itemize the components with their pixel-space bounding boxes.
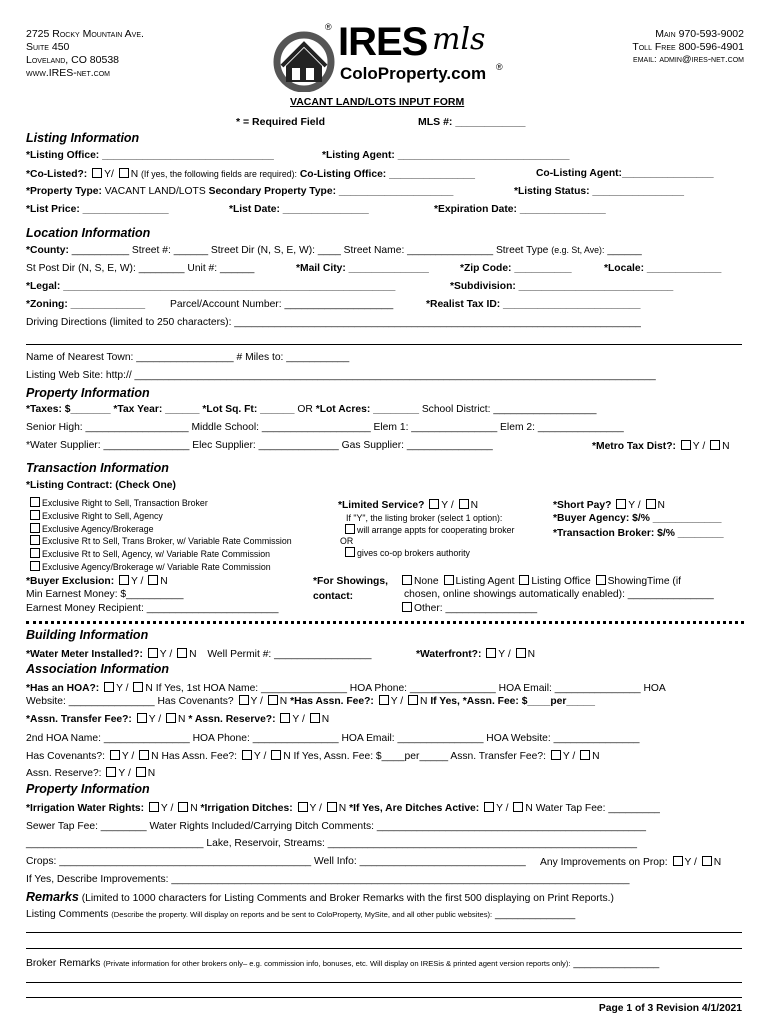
showings-office-label: Listing Office [531,576,591,587]
metro-tax-no-label: N [722,441,730,452]
irrigation-rights-no-label: N [190,803,198,814]
listing-comments-line[interactable]: ______________ [495,909,576,920]
buyer-exclusion-no-checkbox[interactable] [148,575,158,585]
revision-date: Revision 4/1/2021 [656,1003,742,1014]
contract-option [28,497,292,510]
contract-option [28,523,292,536]
showingtime-label: ShowingTime (if [607,576,681,587]
improvements-yes-label: Y / [684,857,697,868]
contract-option-checkbox[interactable] [30,561,40,571]
hoa1-covenants-yes-label: Y / [250,696,263,707]
parcel-account-number-field[interactable]: Parcel/Account Number: ___________________ [170,299,394,310]
phone-main: Main 970-593-9002 [655,28,744,40]
water-meter-label: *Water Meter Installed?: [26,649,143,660]
limited-service-yes-label: Y / [441,500,454,511]
hoa2-transfer-fee-no-checkbox[interactable] [580,750,590,760]
page-number: Page 1 of 3 [598,1003,654,1014]
ditches-active-no-checkbox[interactable] [513,802,523,812]
metro-tax-yes-checkbox[interactable] [681,440,691,450]
water-meter-no-checkbox[interactable] [177,648,187,658]
mail-city-field[interactable]: *Mail City: ______________ [296,263,429,274]
has-hoa-no-label: N [145,683,153,694]
hoa2-reserve-yes-checkbox[interactable] [106,767,116,777]
showingtime-note[interactable]: chosen, online showings automatically enabled): _______________ [404,589,714,600]
zip-code-field[interactable]: *Zip Code: __________ [460,263,572,274]
website: www.IRES-net.com [26,67,110,79]
listing-website-field[interactable]: Listing Web Site: http:// ___________________________________________________________________________________________ [26,370,656,381]
ires-house-logo-icon [268,26,340,92]
phone-toll-free: Toll Free 800-596-4901 [632,41,744,53]
co-op-authority-label: gives co-op brokers authority [357,548,470,558]
listing-contract-options [28,497,292,574]
assn-transfer-fee-yes-checkbox[interactable] [137,713,147,723]
legal-field[interactable]: *Legal: __________________________________________________________ [26,281,396,292]
short-pay-yes-checkbox[interactable] [616,499,626,509]
short-pay-no-label: N [657,500,665,511]
listing-comments-label: Listing Comments [26,909,109,920]
ditches-active-yes-label: Y / [496,803,509,814]
county-label: *County: [26,245,69,256]
well-permit-field[interactable]: Well Permit #: _________________ [207,649,372,660]
listing-comments-note: (Describe the property. Will display on reports and be sent to ColoProperty, MySite, and all other public websites): [111,910,493,919]
hoa1-covenants-yes-checkbox[interactable] [239,695,249,705]
or-label: OR [297,404,313,415]
logo-mls-text: mls [432,22,486,57]
hoa2-transfer-fee-no-label: N [592,751,600,762]
logo-ires-text: IRES [338,20,428,64]
logo-coloproperty-text: ColoProperty.com [340,64,487,83]
section-heading-association-information: Association Information [26,662,170,676]
co-listed-note: (If yes, the following fields are required): [141,169,297,179]
co-listed-yes-checkbox[interactable] [92,168,102,178]
listing-office-field[interactable]: *Listing Office: ______________________________ [26,150,274,161]
section-heading-building-information: Building Information [26,628,149,642]
assn-fee-field[interactable]: If Yes, *Assn. Fee: $____per_____ [430,696,595,707]
co-op-authority-checkbox[interactable] [345,547,355,557]
waterfront-label: *Waterfront?: [416,649,482,660]
contract-option [28,561,292,574]
describe-improvements-field[interactable]: If Yes, Describe Improvements: ________________________________________________________________________________ [26,874,630,885]
street-address-fields[interactable]: __________ Street #: ______ Street Dir (N, S, E, W): ____ Street Name: _______________ Street Type [71,245,549,256]
contract-option [28,510,292,523]
short-pay-no-checkbox[interactable] [646,499,656,509]
hoa2-covenants-label: Has Covenants?: [26,751,105,762]
hoa1-website-field[interactable]: Website: _______________ Has Covenants? [26,696,234,707]
co-listing-office-field[interactable]: Co-Listing Office: _______________ [299,169,475,180]
address-line-2: Suite 450 [26,41,70,53]
remarks-limit-note: (Limited to 1000 characters for Listing Comments and Broker Remarks with the first 500 displaying on Print Reports.) [81,893,614,904]
water-tap-fee-field[interactable]: Water Tap Fee: _________ [535,803,660,814]
hoa2-fields[interactable]: 2nd HOA Name: _______________ HOA Phone: _______________ HOA Email: _______________ HOA Website: _______________ [26,733,640,744]
irrigation-water-rights-label: *Irrigation Water Rights: [26,803,145,814]
post-dir-unit-fields[interactable]: St Post Dir (N, S, E, W): ________ Unit #: ______ [26,263,255,274]
contact-label: contact: [313,591,354,602]
hoa2-covenants-no-label: N [151,751,159,762]
list-price-field[interactable]: *List Price: _______________ [26,204,169,215]
hoa2-assn-fee-yes-checkbox[interactable] [242,750,252,760]
section-heading-location-information: Location Information [26,226,151,240]
showings-other-field[interactable]: Other: ________________ [414,603,538,614]
has-assn-fee-no-label: N [420,696,428,707]
section-heading-remarks: Remarks [26,890,79,904]
lot-acres-field[interactable]: *Lot Acres: ________ [315,404,419,415]
section-heading-transaction-information: Transaction Information [26,461,169,475]
section-heading-property-information: Property Information [26,386,150,400]
taxes-field[interactable]: *Taxes: $_______ [26,404,111,415]
schools-fields[interactable]: Senior High: __________________ Middle School: ___________________ Elem 1: _______________ Elem 2: _______________ [26,422,624,433]
zoning-field[interactable]: *Zoning: _____________ [26,299,146,310]
buyer-exclusion-yes-checkbox[interactable] [119,575,129,585]
street-type-example: (e.g. St, Ave): [551,245,605,255]
waterfront-yes-label: Y / [498,649,511,660]
contract-option-label: Exclusive Rt to Sell, Trans Broker, w/ Variable Rate Commission [42,536,292,547]
crops-well-info-fields[interactable]: Crops: ____________________________________________ Well Info: _____________________________ [26,856,526,867]
hoa2-reserve-no-label: N [147,768,156,779]
co-listed-no-label: N [130,169,139,180]
water-meter-no-label: N [189,649,197,660]
assn-reserve-label: * Assn. Reserve?: [188,714,276,725]
driving-directions-line[interactable] [26,344,742,345]
buyer-exclusion-no-label: N [160,576,168,587]
assn-transfer-fee-no-label: N [178,714,186,725]
earnest-money-recipient-field[interactable]: Earnest Money Recipient: _______________________ [26,603,279,614]
short-pay-yes-label: Y / [628,500,641,511]
limited-service-label: *Limited Service? [338,500,425,511]
hoa2-covenants-yes-label: Y / [121,751,135,762]
buyer-agency-field[interactable]: *Buyer Agency: $/% ____________ [553,513,722,524]
listing-agent-field[interactable]: *Listing Agent: ______________________________ [322,150,570,161]
listing-status-field[interactable]: *Listing Status: ________________ [514,186,684,197]
list-date-field[interactable]: *List Date: _______________ [229,204,369,215]
limited-service-no-label: N [470,500,479,511]
contract-option-checkbox[interactable] [30,497,40,507]
irrigation-ditches-yes-label: Y / [309,803,322,814]
irrigation-ditches-no-label: N [338,803,347,814]
hoa2-reserve-label: Assn. Reserve?: [26,768,102,779]
metro-tax-yes-label: Y / [692,441,706,452]
co-listed-label: *Co-Listed?: [26,169,88,180]
driving-directions-field[interactable]: Driving Directions (limited to 250 characters): _______________________________________________________________________ [26,317,641,328]
ditches-active-label: *If Yes, Are Ditches Active: [349,803,480,814]
hoa1-covenants-no-label: N [279,696,288,707]
contract-option-label: Exclusive Agency/Brokerage [42,523,154,534]
assn-reserve-no-label: N [321,714,330,725]
assn-transfer-fee-yes-label: Y / [148,714,162,725]
hoa2-reserve-yes-label: Y / [118,768,131,779]
waterfront-no-checkbox[interactable] [516,648,526,658]
secondary-property-type-field[interactable]: Secondary Property Type: ____________________ [208,186,454,197]
subdivision-field[interactable]: *Subdivision: ___________________________ [450,281,674,292]
lake-reservoir-streams-field[interactable]: _______________________________ Lake, Reservoir, Streams: ______________________________________________________ [26,838,637,849]
has-assn-fee-yes-label: Y / [390,696,404,707]
property-type-value: VACANT LAND/LOTS [104,186,206,197]
irrigation-rights-no-checkbox[interactable] [178,802,188,812]
has-hoa-no-checkbox[interactable] [133,682,143,692]
contract-option-label: Exclusive Right to Sell, Transaction Broker [42,498,208,508]
expiration-date-field[interactable]: *Expiration Date: _______________ [434,204,606,215]
section-heading-property-information-2: Property Information [26,782,150,796]
contract-option-label: Exclusive Agency/Brokerage w/ Variable Rate Commission [42,561,271,572]
has-hoa-yes-label: Y / [116,683,129,694]
broker-remarks-line-3[interactable] [26,997,742,998]
listing-comments-line-2[interactable] [26,932,742,933]
hoa2-assn-fee-field[interactable]: If Yes, Assn. Fee: $____per_____ Assn. Transfer Fee?: [293,751,546,762]
ditches-active-yes-checkbox[interactable] [484,802,494,812]
buyer-exclusion-yes-label: Y / [131,576,144,587]
for-showings-label: *For Showings, [313,576,388,587]
co-listed-no-checkbox[interactable] [119,168,129,178]
sewer-tap-fee-field[interactable]: Sewer Tap Fee: ________ Water Rights Included/Carrying Ditch Comments: _______________________________________________ [26,821,646,832]
form-title: VACANT LAND/LOTS INPUT FORM [290,96,465,108]
metro-tax-dist-label: *Metro Tax Dist?: [592,441,676,452]
showings-office-checkbox[interactable] [519,575,529,585]
hoa1-covenants-no-checkbox[interactable] [268,695,278,705]
contract-option [28,535,292,548]
locale-field[interactable]: *Locale: _____________ [604,263,722,274]
assn-transfer-fee-no-checkbox[interactable] [166,713,176,723]
irrigation-ditches-no-checkbox[interactable] [327,802,337,812]
ditches-active-no-label: N [525,803,533,814]
waterfront-yes-checkbox[interactable] [486,648,496,658]
showings-other-checkbox[interactable] [402,602,412,612]
showingtime-checkbox[interactable] [596,575,606,585]
street-type-field[interactable]: ______ [607,245,642,256]
logo-registered-mark-1: ® [325,22,332,32]
water-meter-yes-label: Y / [159,649,173,660]
showings-agent-checkbox[interactable] [444,575,454,585]
contract-option [28,548,292,561]
co-listing-agent-field[interactable]: Co-Listing Agent:________________ [536,168,714,179]
utility-suppliers-fields[interactable]: *Water Supplier: _______________ Elec Supplier: ______________ Gas Supplier: _______________ [26,440,493,451]
improvements-label: Any Improvements on Prop: [540,857,668,868]
hoa2-assn-fee-yes-label: Y / [253,751,267,762]
metro-tax-no-checkbox[interactable] [710,440,720,450]
school-district-field[interactable]: School District: __________________ [421,404,597,415]
section-heading-listing-information: Listing Information [26,131,140,145]
improvements-no-label: N [713,857,722,868]
contract-option-checkbox[interactable] [30,548,40,558]
contract-option-label: Exclusive Rt to Sell, Agency, w/ Variable Rate Commission [42,549,270,560]
hoa2-assn-fee-label: Has Assn. Fee?: [161,751,238,762]
assn-reserve-no-checkbox[interactable] [310,713,320,723]
hoa2-covenants-no-checkbox[interactable] [139,750,149,760]
section-divider [26,621,744,624]
broker-remarks-note: (Private information for other brokers only– e.g. commission info, bonuses, etc. Will display on IRESis & printed agent version reports only): [103,959,571,968]
hoa2-transfer-fee-yes-label: Y / [562,751,576,762]
hoa2-assn-fee-no-checkbox[interactable] [271,750,281,760]
showings-none-checkbox[interactable] [402,575,412,585]
assn-transfer-fee-label: *Assn. Transfer Fee?: [26,714,132,725]
improvements-yes-checkbox[interactable] [673,856,683,866]
improvements-no-checkbox[interactable] [702,856,712,866]
waterfront-no-label: N [527,649,535,660]
irrigation-rights-yes-label: Y / [160,803,174,814]
tax-year-field[interactable]: *Tax Year: ______ [113,404,200,415]
buyer-exclusion-label: *Buyer Exclusion: [26,576,115,587]
limited-service-note: If "Y", the listing broker (select 1 option): [346,513,503,523]
limited-service-or: OR [340,536,354,546]
has-assn-fee-label: *Has Assn. Fee?: [290,696,374,707]
realist-tax-id-field[interactable]: *Realist Tax ID: ________________________ [426,299,641,310]
limited-service-no-checkbox[interactable] [459,499,469,509]
hoa2-covenants-yes-checkbox[interactable] [110,750,120,760]
has-hoa-label: *Has an HOA?: [26,683,100,694]
listing-contract-label: *Listing Contract: (Check One) [26,480,176,491]
irrigation-ditches-yes-checkbox[interactable] [298,802,308,812]
address-line-3: Loveland, CO 80538 [26,54,119,66]
short-pay-label: *Short Pay? [553,500,612,511]
has-assn-fee-no-checkbox[interactable] [408,695,418,705]
hoa1-fields[interactable]: If Yes, 1st HOA Name: _______________ HOA Phone: _______________ HOA Email: _______________ HOA [155,683,666,694]
required-field-note: * = Required Field [236,116,325,128]
limited-service-yes-checkbox[interactable] [429,499,439,509]
transaction-broker-field[interactable]: *Transaction Broker: $/% ________ [553,528,724,539]
broker-remarks-line-2[interactable] [26,982,742,983]
mls-number-field[interactable]: MLS #: ____________ [418,116,526,128]
contact-email: email: admin@ires-net.com [633,54,744,65]
hoa2-assn-fee-no-label: N [283,751,291,762]
hoa2-transfer-fee-yes-checkbox[interactable] [551,750,561,760]
showings-none-label: None [414,576,439,587]
property-type-label: *Property Type: [26,186,102,197]
has-assn-fee-yes-checkbox[interactable] [379,695,389,705]
lot-sq-ft-field[interactable]: *Lot Sq. Ft: ______ [202,404,295,415]
broker-remarks-line[interactable]: _______________ [573,958,660,969]
listing-comments-line-3[interactable] [26,948,742,949]
contract-option-checkbox[interactable] [30,510,40,520]
water-meter-yes-checkbox[interactable] [148,648,158,658]
contract-option-checkbox[interactable] [30,523,40,533]
co-listed-yes-label: Y/ [104,169,114,180]
hoa2-reserve-no-checkbox[interactable] [136,767,146,777]
logo-registered-mark-2: ® [496,62,503,72]
arrange-appts-label: will arrange appts for cooperating broker [357,525,515,535]
assn-reserve-yes-checkbox[interactable] [280,713,290,723]
irrigation-ditches-label: *Irrigation Ditches: [200,803,293,814]
address-line-1: 2725 Rocky Mountain Ave. [26,28,144,40]
contract-option-label: Exclusive Right to Sell, Agency [42,510,163,521]
has-hoa-yes-checkbox[interactable] [104,682,114,692]
contract-option-checkbox[interactable] [30,535,40,545]
nearest-town-field[interactable]: Name of Nearest Town: _________________ # Miles to: ___________ [26,352,350,363]
min-earnest-money-field[interactable]: Min Earnest Money: $__________ [26,589,184,600]
arrange-appts-checkbox[interactable] [345,524,355,534]
assn-reserve-yes-label: Y / [292,714,305,725]
broker-remarks-label: Broker Remarks [26,958,101,969]
irrigation-rights-yes-checkbox[interactable] [149,802,159,812]
showings-agent-label: Listing Agent [455,576,515,587]
